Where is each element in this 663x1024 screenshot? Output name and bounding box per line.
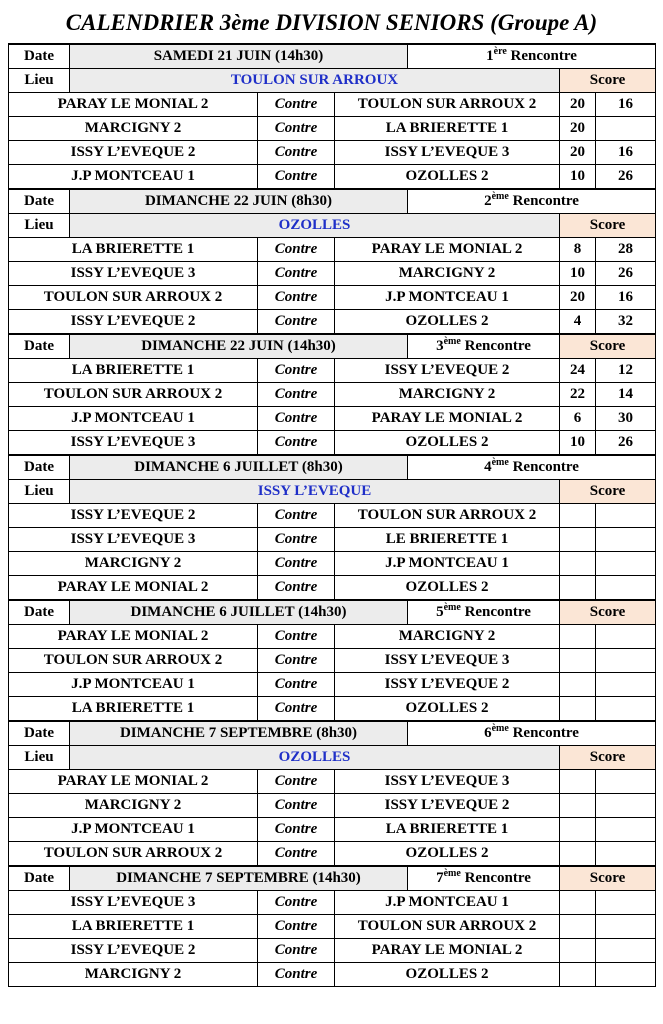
- contre-label: Contre: [258, 576, 335, 601]
- rencontre-label: Rencontre: [460, 604, 531, 620]
- home-team: PARAY LE MONIAL 2: [9, 625, 258, 649]
- match-row: [9, 383, 656, 407]
- contre-label: Contre: [258, 794, 335, 818]
- away-score: [596, 891, 656, 915]
- match-row: [9, 552, 656, 576]
- contre-label: Contre: [258, 93, 335, 117]
- lieu-label: Lieu: [9, 480, 70, 504]
- away-score: [596, 673, 656, 697]
- home-score: 10: [560, 262, 596, 286]
- round-rencontre: [408, 455, 656, 480]
- round-header-row: [9, 44, 656, 69]
- round-rencontre: [408, 721, 656, 746]
- home-team: ISSY L’EVEQUE 3: [9, 262, 258, 286]
- score-header: Score: [560, 334, 656, 359]
- home-score: [560, 915, 596, 939]
- round-number-suffix: ème: [491, 457, 509, 468]
- home-score: [560, 939, 596, 963]
- home-score: [560, 649, 596, 673]
- away-score: 32: [596, 310, 656, 335]
- round-rencontre: [408, 334, 560, 359]
- match-row: [9, 818, 656, 842]
- contre-label: Contre: [258, 915, 335, 939]
- away-score: [596, 576, 656, 601]
- home-score: 20: [560, 117, 596, 141]
- away-team: ISSY L’EVEQUE 3: [335, 770, 560, 794]
- away-team: PARAY LE MONIAL 2: [335, 238, 560, 262]
- home-score: 20: [560, 286, 596, 310]
- home-score: [560, 697, 596, 722]
- home-score: 6: [560, 407, 596, 431]
- contre-label: Contre: [258, 770, 335, 794]
- away-team: MARCIGNY 2: [335, 383, 560, 407]
- date-label: Date: [9, 721, 70, 746]
- away-score: 26: [596, 262, 656, 286]
- away-team: ISSY L’EVEQUE 3: [335, 649, 560, 673]
- away-score: [596, 528, 656, 552]
- home-score: 10: [560, 431, 596, 456]
- round-date: SAMEDI 21 JUIN (14h30): [70, 44, 408, 69]
- contre-label: Contre: [258, 359, 335, 383]
- away-score: 26: [596, 431, 656, 456]
- round-number: 2: [484, 193, 492, 209]
- away-score: 16: [596, 93, 656, 117]
- round-number: 4: [484, 459, 492, 475]
- date-label: Date: [9, 334, 70, 359]
- match-row: [9, 262, 656, 286]
- page-title: CALENDRIER 3ème DIVISION SENIORS (Groupe A): [65, 10, 598, 35]
- home-score: [560, 818, 596, 842]
- match-row: [9, 915, 656, 939]
- round-rencontre: [408, 600, 560, 625]
- home-team: J.P MONTCEAU 1: [9, 673, 258, 697]
- away-team: OZOLLES 2: [335, 165, 560, 190]
- score-header: Score: [560, 214, 656, 238]
- round-venue-row: [9, 214, 656, 238]
- venue-name: OZOLLES: [70, 214, 560, 238]
- home-team: PARAY LE MONIAL 2: [9, 93, 258, 117]
- date-label: Date: [9, 455, 70, 480]
- calendar-table: [8, 43, 656, 987]
- round-number-suffix: ème: [443, 336, 461, 347]
- round-number: 6: [484, 725, 492, 741]
- contre-label: Contre: [258, 649, 335, 673]
- home-team: ISSY L’EVEQUE 3: [9, 528, 258, 552]
- home-score: 24: [560, 359, 596, 383]
- match-row: [9, 407, 656, 431]
- away-score: 26: [596, 165, 656, 190]
- match-row: [9, 697, 656, 722]
- lieu-label: Lieu: [9, 69, 70, 93]
- round-date: DIMANCHE 6 JUILLET (8h30): [70, 455, 408, 480]
- home-team: ISSY L’EVEQUE 2: [9, 310, 258, 335]
- match-row: [9, 141, 656, 165]
- match-row: [9, 576, 656, 601]
- home-team: TOULON SUR ARROUX 2: [9, 649, 258, 673]
- date-label: Date: [9, 189, 70, 214]
- home-score: [560, 576, 596, 601]
- contre-label: Contre: [258, 407, 335, 431]
- home-team: LA BRIERETTE 1: [9, 915, 258, 939]
- round-rencontre: [408, 44, 656, 69]
- away-team: TOULON SUR ARROUX 2: [335, 93, 560, 117]
- home-score: [560, 770, 596, 794]
- rencontre-label: Rencontre: [508, 459, 579, 475]
- contre-label: Contre: [258, 697, 335, 722]
- home-score: [560, 891, 596, 915]
- venue-name: TOULON SUR ARROUX: [70, 69, 560, 93]
- away-score: 14: [596, 383, 656, 407]
- match-row: [9, 359, 656, 383]
- contre-label: Contre: [258, 818, 335, 842]
- away-score: [596, 842, 656, 867]
- away-team: LA BRIERETTE 1: [335, 117, 560, 141]
- home-score: 20: [560, 141, 596, 165]
- date-label: Date: [9, 866, 70, 891]
- away-score: [596, 649, 656, 673]
- away-team: ISSY L’EVEQUE 3: [335, 141, 560, 165]
- round-date: DIMANCHE 22 JUIN (8h30): [70, 189, 408, 214]
- round-number-suffix: ème: [443, 602, 461, 613]
- match-row: [9, 842, 656, 867]
- away-score: 16: [596, 286, 656, 310]
- rencontre-label: Rencontre: [460, 870, 531, 886]
- home-score: [560, 842, 596, 867]
- home-team: MARCIGNY 2: [9, 117, 258, 141]
- home-team: ISSY L’EVEQUE 2: [9, 141, 258, 165]
- away-team: OZOLLES 2: [335, 697, 560, 722]
- away-team: TOULON SUR ARROUX 2: [335, 915, 560, 939]
- home-score: 10: [560, 165, 596, 190]
- round-date: DIMANCHE 7 SEPTEMBRE (14h30): [70, 866, 408, 891]
- home-score: [560, 504, 596, 528]
- match-row: [9, 117, 656, 141]
- away-score: [596, 915, 656, 939]
- home-score: 22: [560, 383, 596, 407]
- home-team: PARAY LE MONIAL 2: [9, 770, 258, 794]
- calendar-sheet: [8, 43, 655, 987]
- round-venue-row: [9, 746, 656, 770]
- round-header-row: [9, 600, 656, 625]
- home-team: TOULON SUR ARROUX 2: [9, 842, 258, 867]
- away-team: TOULON SUR ARROUX 2: [335, 504, 560, 528]
- contre-label: Contre: [258, 891, 335, 915]
- match-row: [9, 625, 656, 649]
- away-team: ISSY L’EVEQUE 2: [335, 359, 560, 383]
- contre-label: Contre: [258, 238, 335, 262]
- home-team: J.P MONTCEAU 1: [9, 165, 258, 190]
- contre-label: Contre: [258, 963, 335, 987]
- contre-label: Contre: [258, 673, 335, 697]
- away-score: [596, 117, 656, 141]
- contre-label: Contre: [258, 141, 335, 165]
- away-team: PARAY LE MONIAL 2: [335, 407, 560, 431]
- away-team: MARCIGNY 2: [335, 625, 560, 649]
- home-team: ISSY L’EVEQUE 2: [9, 939, 258, 963]
- away-score: [596, 697, 656, 722]
- round-date: DIMANCHE 22 JUIN (14h30): [70, 334, 408, 359]
- match-row: [9, 504, 656, 528]
- home-score: [560, 552, 596, 576]
- contre-label: Contre: [258, 286, 335, 310]
- home-score: [560, 625, 596, 649]
- away-team: J.P MONTCEAU 1: [335, 552, 560, 576]
- lieu-label: Lieu: [9, 214, 70, 238]
- contre-label: Contre: [258, 431, 335, 456]
- away-team: ISSY L’EVEQUE 2: [335, 673, 560, 697]
- contre-label: Contre: [258, 117, 335, 141]
- away-score: 28: [596, 238, 656, 262]
- round-date: DIMANCHE 6 JUILLET (14h30): [70, 600, 408, 625]
- score-header: Score: [560, 600, 656, 625]
- away-team: OZOLLES 2: [335, 431, 560, 456]
- contre-label: Contre: [258, 383, 335, 407]
- home-score: [560, 794, 596, 818]
- match-row: [9, 310, 656, 335]
- home-team: MARCIGNY 2: [9, 963, 258, 987]
- round-header-row: [9, 189, 656, 214]
- home-team: LA BRIERETTE 1: [9, 697, 258, 722]
- home-team: ISSY L’EVEQUE 2: [9, 504, 258, 528]
- round-number-suffix: ème: [443, 868, 461, 879]
- score-header: Score: [560, 866, 656, 891]
- match-row: [9, 794, 656, 818]
- round-number-suffix: ème: [491, 723, 509, 734]
- home-team: J.P MONTCEAU 1: [9, 407, 258, 431]
- match-row: [9, 963, 656, 987]
- home-team: TOULON SUR ARROUX 2: [9, 383, 258, 407]
- away-score: [596, 939, 656, 963]
- match-row: [9, 431, 656, 456]
- contre-label: Contre: [258, 528, 335, 552]
- away-score: [596, 818, 656, 842]
- home-team: J.P MONTCEAU 1: [9, 818, 258, 842]
- away-score: [596, 794, 656, 818]
- away-team: OZOLLES 2: [335, 310, 560, 335]
- home-team: PARAY LE MONIAL 2: [9, 576, 258, 601]
- round-number-suffix: ème: [491, 191, 509, 202]
- home-score: [560, 528, 596, 552]
- home-score: 20: [560, 93, 596, 117]
- match-row: [9, 528, 656, 552]
- away-team: J.P MONTCEAU 1: [335, 891, 560, 915]
- away-score: 12: [596, 359, 656, 383]
- away-team: OZOLLES 2: [335, 963, 560, 987]
- venue-name: OZOLLES: [70, 746, 560, 770]
- match-row: [9, 238, 656, 262]
- venue-name: ISSY L’EVEQUE: [70, 480, 560, 504]
- away-team: ISSY L’EVEQUE 2: [335, 794, 560, 818]
- away-score: [596, 625, 656, 649]
- contre-label: Contre: [258, 165, 335, 190]
- contre-label: Contre: [258, 504, 335, 528]
- away-score: [596, 770, 656, 794]
- away-team: PARAY LE MONIAL 2: [335, 939, 560, 963]
- round-number: 7: [436, 870, 444, 886]
- away-team: OZOLLES 2: [335, 842, 560, 867]
- home-team: ISSY L’EVEQUE 3: [9, 431, 258, 456]
- rencontre-label: Rencontre: [460, 338, 531, 354]
- round-header-row: [9, 455, 656, 480]
- away-team: MARCIGNY 2: [335, 262, 560, 286]
- rencontre-label: Rencontre: [508, 725, 579, 741]
- away-score: 16: [596, 141, 656, 165]
- home-team: MARCIGNY 2: [9, 552, 258, 576]
- round-number-suffix: ère: [493, 46, 507, 57]
- rencontre-label: Rencontre: [506, 48, 577, 64]
- away-team: LE BRIERETTE 1: [335, 528, 560, 552]
- home-team: LA BRIERETTE 1: [9, 359, 258, 383]
- round-header-row: [9, 866, 656, 891]
- round-venue-row: [9, 69, 656, 93]
- away-score: [596, 504, 656, 528]
- home-team: MARCIGNY 2: [9, 794, 258, 818]
- contre-label: Contre: [258, 842, 335, 867]
- match-row: [9, 165, 656, 190]
- contre-label: Contre: [258, 625, 335, 649]
- round-header-row: [9, 334, 656, 359]
- home-score: [560, 673, 596, 697]
- home-score: 4: [560, 310, 596, 335]
- away-score: 30: [596, 407, 656, 431]
- score-header: Score: [560, 69, 656, 93]
- score-header: Score: [560, 746, 656, 770]
- match-row: [9, 93, 656, 117]
- match-row: [9, 770, 656, 794]
- match-row: [9, 649, 656, 673]
- date-label: Date: [9, 600, 70, 625]
- round-header-row: [9, 721, 656, 746]
- round-number: 3: [436, 338, 444, 354]
- home-score: 8: [560, 238, 596, 262]
- away-team: LA BRIERETTE 1: [335, 818, 560, 842]
- score-header: Score: [560, 480, 656, 504]
- round-date: DIMANCHE 7 SEPTEMBRE (8h30): [70, 721, 408, 746]
- home-team: ISSY L’EVEQUE 3: [9, 891, 258, 915]
- round-number: 5: [436, 604, 444, 620]
- round-rencontre: [408, 189, 656, 214]
- home-team: LA BRIERETTE 1: [9, 238, 258, 262]
- lieu-label: Lieu: [9, 746, 70, 770]
- match-row: [9, 939, 656, 963]
- contre-label: Contre: [258, 310, 335, 335]
- date-label: Date: [9, 44, 70, 69]
- away-team: J.P MONTCEAU 1: [335, 286, 560, 310]
- match-row: [9, 286, 656, 310]
- rencontre-label: Rencontre: [508, 193, 579, 209]
- home-score: [560, 963, 596, 987]
- round-number: 1: [486, 48, 494, 64]
- away-team: OZOLLES 2: [335, 576, 560, 601]
- match-row: [9, 673, 656, 697]
- match-row: [9, 891, 656, 915]
- home-team: TOULON SUR ARROUX 2: [9, 286, 258, 310]
- round-rencontre: [408, 866, 560, 891]
- contre-label: Contre: [258, 939, 335, 963]
- away-score: [596, 552, 656, 576]
- contre-label: Contre: [258, 262, 335, 286]
- away-score: [596, 963, 656, 987]
- round-venue-row: [9, 480, 656, 504]
- contre-label: Contre: [258, 552, 335, 576]
